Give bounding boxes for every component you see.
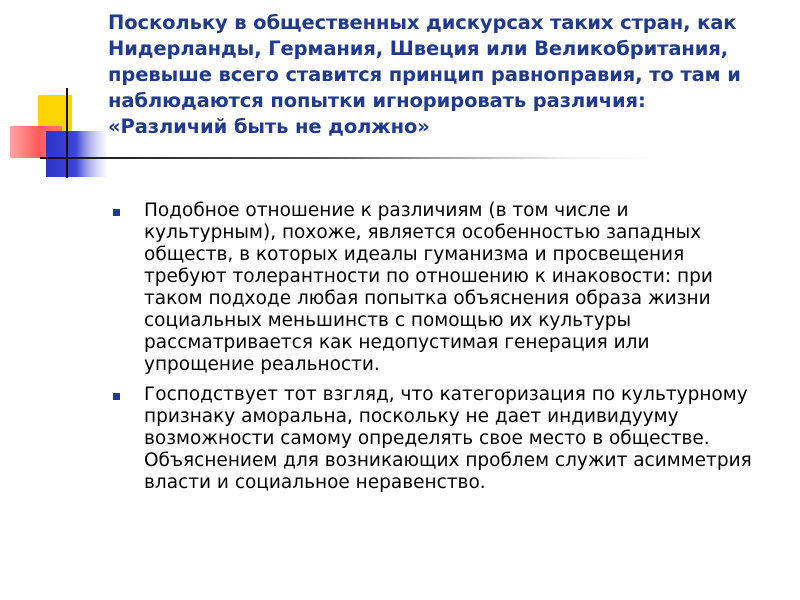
bullet-line: рассматривается как недопустимая генерация или	[144, 332, 650, 353]
title-line: наблюдаются попытки игнорировать различия:	[108, 89, 646, 112]
bullet-line: требуют толерантности по отношению к инаковости: при	[144, 266, 713, 287]
bullet-line: культурным), похоже, является особенностью западных	[144, 222, 702, 243]
title-line: Нидерланды, Германия, Швеция или Великобритания,	[108, 37, 729, 60]
title-line: превыше всего ставится принцип равноправия, то там и	[108, 63, 741, 86]
square-bullet-icon	[113, 209, 120, 216]
bullet-line: таком подходе любая попытка объяснения образа жизни	[144, 288, 711, 309]
bullet-line: Объяснением для возникающих проблем служит асимметрия	[144, 450, 752, 471]
deco-blue-square	[46, 131, 106, 177]
bullet-item	[108, 384, 788, 494]
square-bullet-icon	[113, 393, 120, 400]
bullet-line: возможности самому определять свое место в обществе.	[144, 428, 710, 449]
bullet-line: обществ, в которых идеалы гуманизма и просвещения	[144, 244, 685, 265]
bullet-line: власти и социальное неравенство.	[144, 472, 486, 493]
title-line: Поскольку в общественных дискурсах таких стран, как	[108, 11, 737, 34]
bullet-line: Господствует тот взгляд, что категоризация по культурному	[144, 384, 748, 405]
bullet-line: упрощение реальности.	[144, 354, 380, 375]
bullet-list	[108, 200, 788, 502]
bullet-item	[108, 200, 788, 376]
slide-title	[108, 10, 788, 140]
bullet-line: социальных меньшинств с помощью их культуры	[144, 310, 632, 331]
title-line: «Различий быть не должно»	[108, 115, 430, 138]
title-underline-divider	[40, 157, 660, 159]
bullet-line: признаку аморальна, поскольку не дает индивидууму	[144, 406, 679, 427]
bullet-line: Подобное отношение к различиям (в том числе и	[144, 200, 629, 221]
